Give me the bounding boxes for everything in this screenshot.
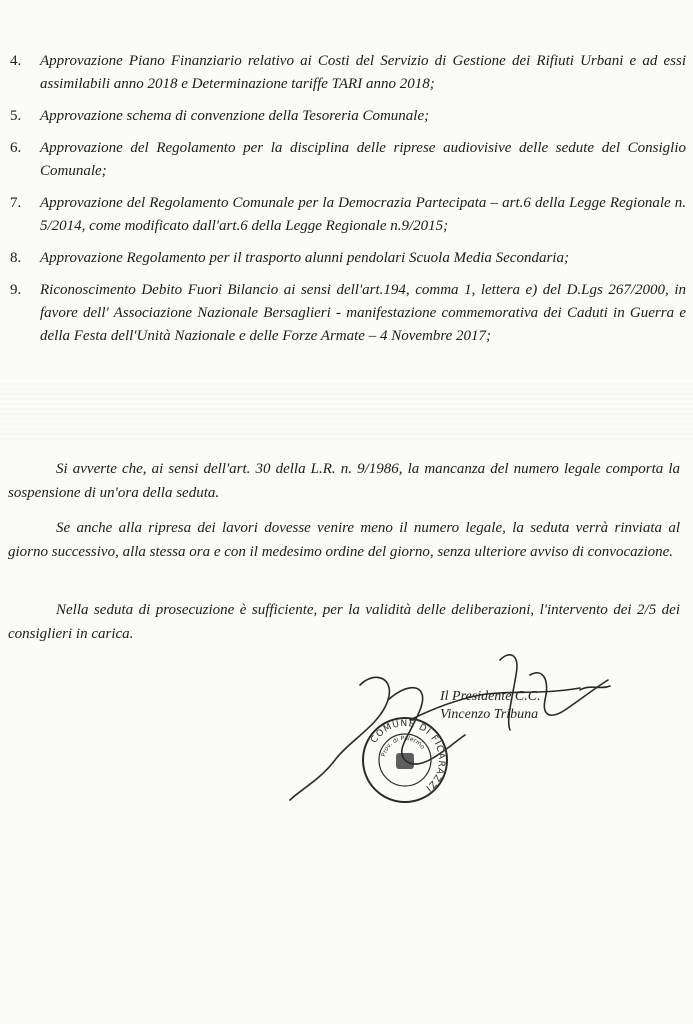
agenda-text: Approvazione schema di convenzione della Tesoreria Comunale;	[40, 108, 430, 124]
svg-text:COMUNE DI FICARAZZI: COMUNE DI FICARAZZI	[369, 718, 447, 794]
notice-text: Nella seduta di prosecuzione è sufficiente, per la validità delle deliberazioni, l'intervento dei 2/5 dei consiglieri in carica.	[8, 602, 680, 642]
handwritten-signature	[290, 655, 610, 800]
agenda-item-9	[10, 279, 686, 348]
agenda-text: Approvazione del Regolamento per la disciplina delle riprese audiovisive delle sedute del Consiglio Comunale;	[40, 140, 686, 179]
agenda-number: 4.	[10, 53, 22, 69]
notice-paragraph-1	[8, 457, 680, 505]
agenda-text: Approvazione Piano Finanziario relativo ai Costi del Servizio di Gestione dei Rifiuti Urbani e ad essi assimilabili anno 2018 e Determinazione tariffe TARI anno 2018;	[40, 53, 686, 92]
agenda-number: 6.	[10, 140, 22, 156]
stamp-seal	[363, 718, 447, 802]
svg-text:Prov. di Palermo: Prov. di Palermo	[380, 734, 427, 758]
agenda-text: Approvazione del Regolamento Comunale per la Democrazia Partecipata – art.6 della Legge Regionale n. 5/2014, come modificato dall'art.6 della Legge Regionale n.9/2015;	[40, 195, 686, 234]
agenda-item-8	[10, 247, 686, 270]
agenda-number: 7.	[10, 195, 22, 211]
notice-paragraph-3	[8, 598, 680, 646]
signature-caption	[440, 688, 541, 724]
agenda-text: Approvazione Regolamento per il trasporto alunni pendolari Scuola Media Secondaria;	[40, 250, 569, 266]
notice-paragraph-2	[8, 516, 680, 564]
agenda-number: 5.	[10, 108, 22, 124]
signature-block	[280, 640, 640, 840]
signature-title: Il Presidente C.C.	[440, 689, 541, 704]
agenda-item-4	[10, 50, 686, 96]
agenda-text: Riconoscimento Debito Fuori Bilancio ai sensi dell'art.194, comma 1, lettera e) del D.Lgs 267/2000, in favore dell' Associazione Nazionale Bersaglieri - manifestazione commemorativa dei Caduti in Guerra e della Festa dell'Unità Nazionale e delle Forze Armate – 4 Novembre 2017;	[40, 282, 686, 344]
agenda-item-7	[10, 192, 686, 238]
notice-text: Se anche alla ripresa dei lavori dovesse venire meno il numero legale, la seduta verrà rinviata al giorno successivo, alla stessa ora e con il medesimo ordine del giorno, senza ulteriore avviso di convocazione.	[8, 520, 680, 560]
signature-stamp-graphic	[280, 640, 640, 840]
signature-name: Vincenzo Tribuna	[440, 707, 539, 722]
agenda-item-5	[10, 105, 686, 128]
agenda-item-6	[10, 137, 686, 183]
agenda-number: 9.	[10, 282, 22, 298]
agenda-number: 8.	[10, 250, 22, 266]
notice-text: Si avverte che, ai sensi dell'art. 30 della L.R. n. 9/1986, la mancanza del numero legale comporta la sospensione di un'ora della seduta.	[8, 461, 680, 501]
scan-artifact	[0, 380, 693, 440]
agenda-list	[10, 50, 686, 357]
